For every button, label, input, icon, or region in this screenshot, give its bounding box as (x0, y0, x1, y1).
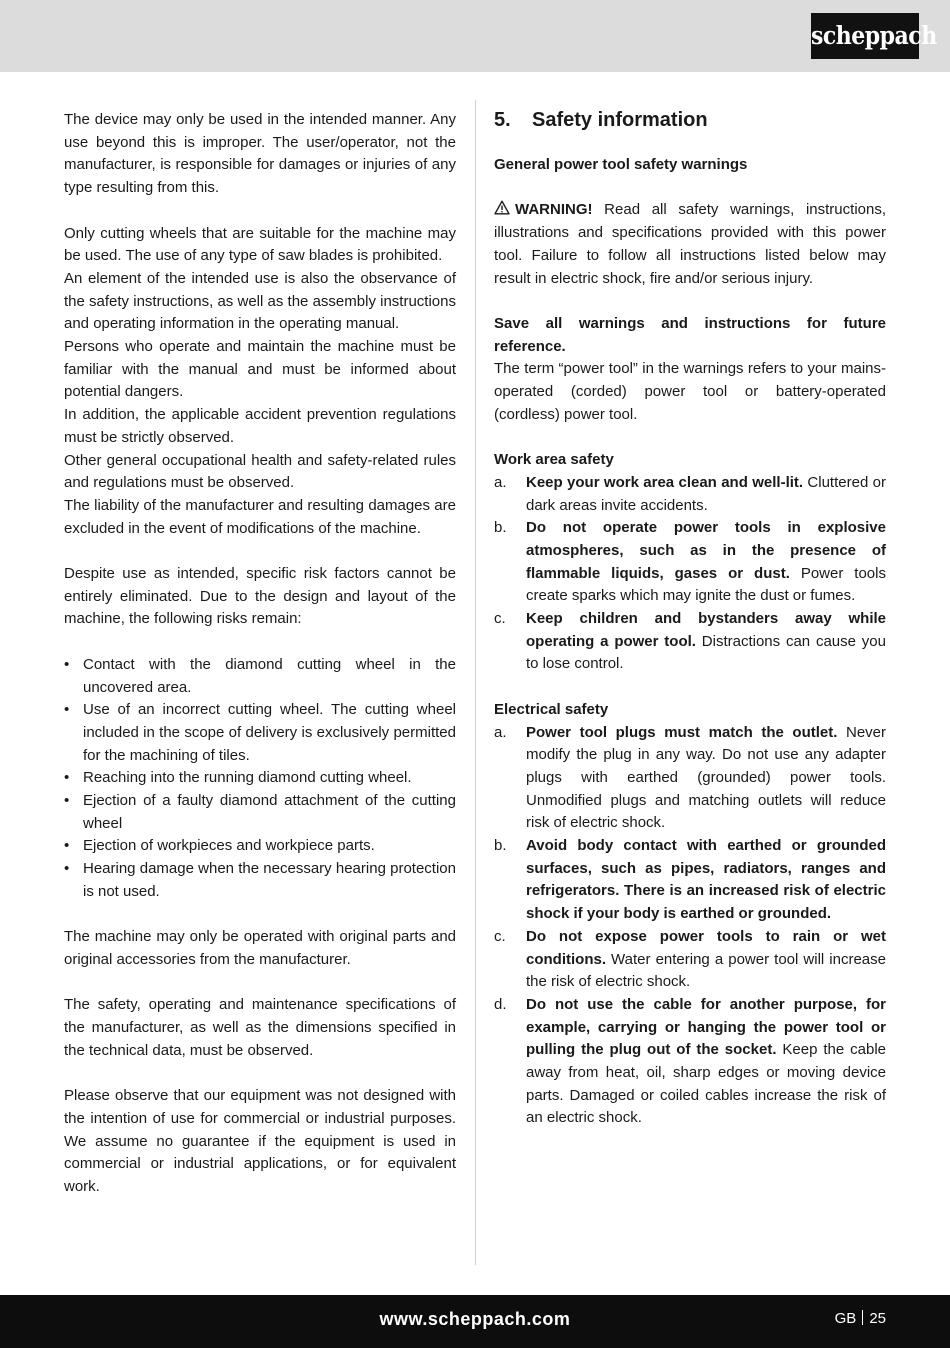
list-item-text: Use of an incorrect cutting wheel. The cutting wheel included in the scope of delivery is exclusively permitted for the machining of tiles. (83, 701, 456, 764)
item-marker: c. (494, 927, 506, 945)
footer-bar (0, 1295, 950, 1348)
electrical-list (494, 722, 886, 1131)
warning-triangle-icon (494, 200, 510, 215)
bullet-mark: • (64, 837, 70, 855)
risk-list (64, 654, 456, 904)
item-text: Keep the cable away from heat, oil, sharp edges or moving device parts. Damaged or coiled cables increase the risk of an electric shock. (526, 1041, 886, 1127)
list-item (494, 472, 886, 517)
bullet-mark: • (64, 655, 70, 673)
list-item-text: Reaching into the running diamond cutting wheel. (83, 769, 412, 787)
item-marker: b. (494, 837, 507, 855)
paragraph: Other general occupational health and safety-related rules and regulations must be observed. (64, 451, 456, 492)
warning-label: WARNING! (515, 201, 593, 219)
item-marker: b. (494, 519, 507, 537)
item-marker: a. (494, 723, 507, 741)
page-number: 25 (869, 1310, 886, 1327)
list-item-text: Hearing damage when the necessary hearing protection is not used. (83, 860, 456, 900)
page-indicator (835, 1310, 886, 1327)
warning-text: Read all safety warnings, instructions, illustrations and specifications provided with this power tool. Failure to follow all instructions listed below may result in electric shock, fire and/or serious injury. (494, 201, 886, 287)
list-item-text: Ejection of a faulty diamond attachment of the cutting wheel (83, 792, 456, 832)
list-item (494, 835, 886, 926)
save-instructions: Save all warnings and instructions for future reference. (494, 314, 886, 355)
bullet-mark: • (64, 769, 70, 787)
left-column (64, 109, 456, 1199)
section-number: 5. (494, 109, 511, 131)
power-tool-term: The term “power tool” in the warnings refers to your mains-operated (corded) power tool or battery-operated (cordless) power tool. (494, 360, 886, 423)
page-separator (862, 1310, 863, 1325)
language-code: GB (834, 1310, 857, 1327)
paragraph: The safety, operating and maintenance specifications of the manufacturer, as well as the dimensions specified in the technical data, must be observed. (64, 996, 456, 1059)
item-text: Cluttered or dark areas invite accidents. (526, 473, 886, 514)
item-marker: a. (494, 473, 507, 491)
item-bold-text: Power tool plugs must match the outlet. (526, 723, 838, 741)
paragraph: In addition, the applicable accident prevention regulations must be strictly observed. (64, 406, 456, 446)
item-bold-text: Do not use the cable for another purpose, for example, carrying or hanging the power tool or pulling the plug out of the socket. (526, 995, 886, 1059)
item-text: Power tools create sparks which may ignite the dust or fumes. (526, 564, 886, 605)
column-divider (475, 100, 476, 1265)
bullet-mark: • (64, 792, 70, 810)
list-item-text: Ejection of workpieces and workpiece parts. (83, 837, 375, 855)
paragraph: An element of the intended use is also the observance of the safety instructions, as well as the assembly instructions and operating information in the operating manual. (64, 269, 456, 333)
item-marker: c. (494, 610, 506, 628)
website-link[interactable]: www.scheppach.com (379, 1309, 571, 1329)
list-item-text: Contact with the diamond cutting wheel in the uncovered area. (83, 655, 456, 696)
list-item (64, 654, 456, 699)
paragraph: The machine may only be operated with original parts and original accessories from the manufacturer. (64, 928, 456, 968)
item-marker: d. (494, 995, 507, 1013)
item-bold-text: Keep your work area clean and well-lit. (526, 473, 804, 491)
paragraph: The device may only be used in the intended manner. Any use beyond this is improper. The user/operator, not the manufacturer, is responsible for damages or injuries of any type resulting from this. (64, 111, 456, 197)
warning-paragraph (494, 199, 886, 290)
list-item (64, 858, 456, 903)
item-text: Distractions can cause you to lose control. (526, 632, 886, 673)
bullet-mark: • (64, 860, 70, 878)
item-bold-text: Do not expose power tools to rain or wet conditions. (526, 927, 886, 968)
list-item (64, 790, 456, 835)
section-title (494, 109, 886, 131)
item-bold-text: Avoid body contact with earthed or grounded surfaces, such as pipes, radiators, ranges and refrigerators. There is an increased risk of electric shock if your body is earthed or grounded. (526, 837, 886, 923)
list-item (494, 994, 886, 1130)
work-area-list (494, 472, 886, 676)
brand-logo: scheppach (811, 13, 919, 59)
paragraph: Only cutting wheels that are suitable for the machine may be used. The use of any type of saw blades is prohibited. (64, 224, 456, 265)
work-area-heading: Work area safety (494, 451, 614, 469)
paragraph: Please observe that our equipment was not designed with the intention of use for commercial or industrial purposes. We assume no guarantee if the equipment is used in commercial or industrial applications, or for equivalent work. (64, 1087, 456, 1195)
paragraph: Persons who operate and maintain the machine must be familiar with the manual and must be informed about potential dangers. (64, 338, 456, 401)
electrical-heading: Electrical safety (494, 700, 609, 718)
item-text: Never modify the plug in any way. Do not use any adapter plugs with earthed (grounded) power tools. Unmodified plugs and matching outlets will reduce risk of electric shock. (526, 723, 887, 832)
right-column (494, 109, 886, 1130)
list-item (64, 835, 456, 858)
paragraph: Despite use as intended, specific risk factors cannot be entirely eliminated. Due to the design and layout of the machine, the following risks remain: (64, 565, 456, 628)
list-item (494, 608, 886, 676)
list-item (494, 926, 886, 994)
item-text: Water entering a power tool will increase the risk of electric shock. (526, 950, 886, 991)
list-item (64, 699, 456, 767)
bullet-mark: • (64, 701, 70, 719)
item-bold-text: Do not operate power tools in explosive atmospheres, such as in the presence of flammable liquids, gases or dust. (526, 519, 886, 582)
paragraph: The liability of the manufacturer and resulting damages are excluded in the event of modifications of the machine. (64, 496, 456, 537)
header-band (0, 0, 950, 72)
list-item (494, 517, 886, 608)
item-bold-text: Keep children and bystanders away while operating a power tool. (526, 610, 886, 650)
list-item (64, 767, 456, 790)
general-heading: General power tool safety warnings (494, 156, 748, 173)
section-title-text: Safety information (532, 109, 708, 131)
list-item (494, 722, 886, 836)
